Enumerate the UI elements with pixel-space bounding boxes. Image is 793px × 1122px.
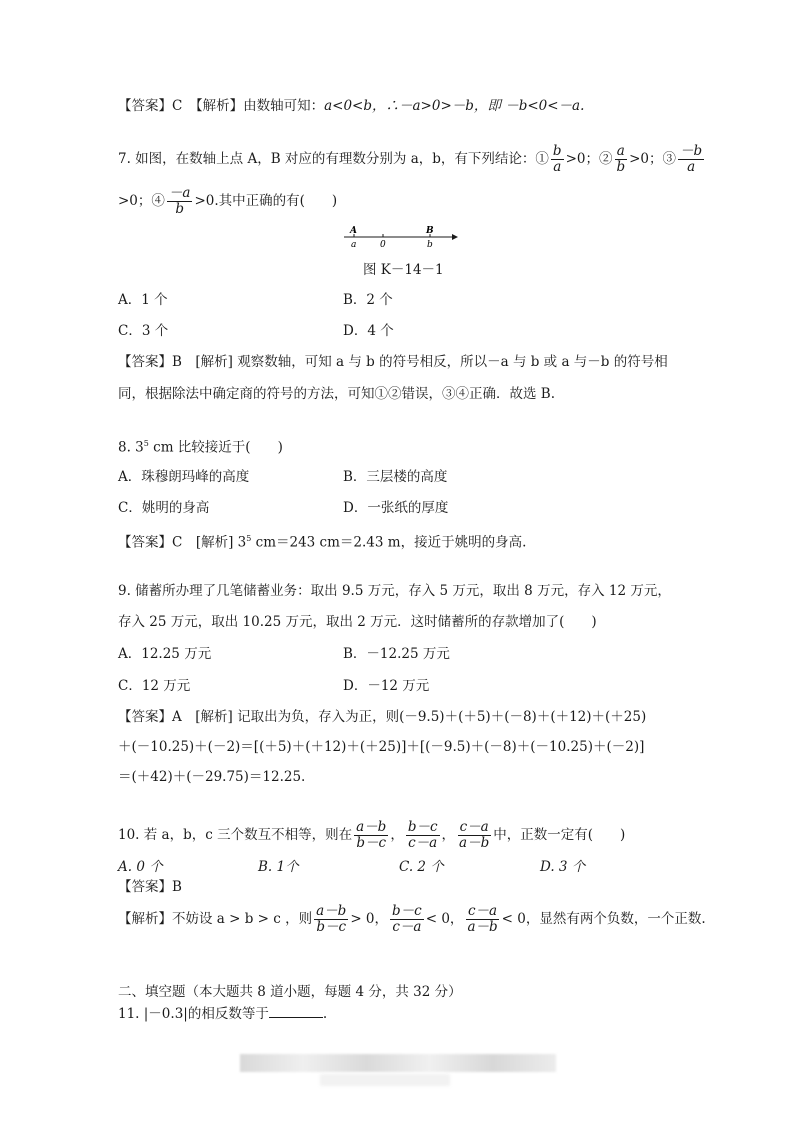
q10-answer: 【答案】B xyxy=(118,879,182,895)
frac-num: －b xyxy=(680,143,703,159)
q7-option-a: A．1 个 xyxy=(118,292,168,308)
q7-fraction-1 xyxy=(551,144,564,175)
q10-ineq-2: < 0， xyxy=(425,911,464,927)
q10-stem-post: 中，正数一定有( ) xyxy=(493,827,626,843)
q10-fraction-3 xyxy=(457,820,491,851)
q10-expl-pre: 【解析】不妨设 a > b > c ，则 xyxy=(118,911,313,927)
q8-stem xyxy=(118,434,283,458)
q8-stem-pre: 8. 3 xyxy=(118,439,144,456)
tick-label-b: b xyxy=(427,240,433,250)
frac-num: a－b xyxy=(356,819,387,835)
q8-answer-exponent: 5 xyxy=(246,534,252,543)
frac-den: a xyxy=(553,159,562,175)
q10-fraction-1 xyxy=(354,820,388,851)
q10-option-c: C. 2 个 xyxy=(399,859,444,875)
frac-num: b xyxy=(552,143,562,159)
frac-num: －a xyxy=(168,185,191,201)
q7-stem-line1 xyxy=(118,144,706,175)
q9-option-b: B．－12.25 万元 xyxy=(343,646,450,662)
answer-blank xyxy=(269,1005,323,1018)
frac-den: c－a xyxy=(408,835,438,851)
frac-num: c－a xyxy=(459,819,489,835)
q11-stem-post: . xyxy=(322,1006,328,1022)
q10-option-d: D. 3 个 xyxy=(540,859,586,875)
section-heading: 二、填空题（本大题共 8 道小题，每题 4 分，共 32 分） xyxy=(118,984,462,1000)
frac-den: b xyxy=(616,159,626,175)
q7-fraction-4 xyxy=(167,186,193,217)
q7-line2-pre: >0；④ xyxy=(118,193,165,209)
q8-answer xyxy=(118,529,526,553)
frac-den: a xyxy=(687,159,696,175)
q9-stem-line2: 存入 25 万元，取出 10.25 万元，取出 2 万元．这时储蓄所的存款增加了( ) xyxy=(118,614,597,630)
q10-fraction-2 xyxy=(406,820,440,851)
number-line-figure xyxy=(340,222,460,250)
q8-option-a: A．珠穆朗玛峰的高度 xyxy=(118,469,250,485)
blurred-footer xyxy=(240,1054,556,1072)
q7-rel-1: >0；② xyxy=(565,151,613,167)
q10-option-a: A. 0 个 xyxy=(118,859,163,875)
q7-fraction-3 xyxy=(678,144,704,175)
q7-answer-line1: 【答案】B [解析] 观察数轴，可知 a 与 b 的符号相反，所以－a 与 b 或 a 与－b 的符号相 xyxy=(118,354,668,370)
q11-stem-pre: 11. |－0.3|的相反数等于 xyxy=(118,1006,269,1022)
q11-stem xyxy=(118,1004,327,1024)
frac-den: b－c xyxy=(316,919,347,935)
q6-answer xyxy=(118,96,584,116)
q10-expl-fraction-2 xyxy=(390,904,424,935)
q7-answer-line2: 同，根据除法中确定商的符号的方法，可知①②错误，③④正确．故选 B. xyxy=(118,386,556,402)
q6-answer-label: 【答案】C 【解析】由数轴可知： xyxy=(118,98,325,114)
q10-expl-post: 显然有两个负数，一个正数. xyxy=(539,911,706,927)
q10-stem xyxy=(118,820,625,851)
q8-option-b: B．三层楼的高度 xyxy=(343,469,448,485)
frac-den: b－c xyxy=(356,835,387,851)
q9-answer-line3: ＝(＋42)＋(－29.75)＝12.25. xyxy=(118,769,306,785)
point-A-label: A xyxy=(350,226,357,236)
q8-answer-post: cm＝243 cm＝2.43 m，接近于姚明的身高. xyxy=(251,534,527,551)
q9-option-d: D．－12 万元 xyxy=(343,678,430,694)
q9-answer-line2: ＋(－10.25)＋(－2)＝[(＋5)＋(＋12)＋(＋25)]＋[(－9.5)＋(－8)＋(－10.25)＋(－2)] xyxy=(118,739,645,755)
separator: ， xyxy=(390,827,404,843)
figure-caption: 图 K－14－1 xyxy=(363,262,444,278)
q10-expl-fraction-1 xyxy=(314,904,348,935)
q10-option-b: B. 1个 xyxy=(258,859,299,875)
separator: ， xyxy=(441,827,456,843)
frac-den: a－b xyxy=(459,835,490,851)
tick-label-0: 0 xyxy=(380,240,386,250)
q8-exponent: 5 xyxy=(143,439,149,448)
q7-rel-2: >0；③ xyxy=(629,151,677,167)
q9-option-a: A．12.25 万元 xyxy=(118,646,212,662)
q7-fraction-2 xyxy=(614,144,627,175)
q9-stem-line1: 9. 储蓄所办理了几笔储蓄业务：取出 9.5 万元，存入 5 万元，取出 8 万元，存入 12 万元， xyxy=(118,583,671,599)
q9-answer-line1: 【答案】A [解析] 记取出为负，存入为正，则(－9.5)＋(＋5)＋(－8)＋(＋12)＋(＋25) xyxy=(118,709,647,725)
frac-num: c－a xyxy=(467,903,498,919)
frac-den: a－b xyxy=(467,919,498,935)
frac-den: c－a xyxy=(392,919,422,935)
q7-line2-post: >0.其中正确的有( ) xyxy=(194,193,338,209)
frac-num: a xyxy=(616,143,625,159)
q7-option-d: D．4 个 xyxy=(343,323,394,339)
frac-num: b－c xyxy=(392,903,422,919)
frac-num: a－b xyxy=(316,903,347,919)
q10-ineq-3: < 0， xyxy=(501,911,540,927)
q7-option-b: B．2 个 xyxy=(343,292,393,308)
q8-answer-pre: 【答案】C [解析] 3 xyxy=(118,534,247,551)
q8-stem-post: cm 比较接近于( ) xyxy=(148,439,283,456)
tick-label-a: a xyxy=(351,240,357,250)
frac-num: b－c xyxy=(407,819,438,835)
q7-stem-text: 7. 如图，在数轴上点 A，B 对应的有理数分别为 a，b，有下列结论：① xyxy=(118,151,549,167)
q10-stem-pre: 10. 若 a，b，c 三个数互不相等，则在 xyxy=(118,827,353,843)
q7-stem-line2 xyxy=(118,186,337,217)
point-B-label: B xyxy=(426,226,434,236)
number-line-arrow xyxy=(452,234,458,240)
q10-expl-fraction-3 xyxy=(465,904,499,935)
q8-option-d: D．一张纸的厚度 xyxy=(343,500,449,516)
q6-answer-math: a<0<b，∴－a>0>－b，即 －b<0<－a. xyxy=(324,98,585,114)
frac-den: b xyxy=(175,201,185,217)
q10-explanation xyxy=(118,904,706,935)
q10-ineq-1: > 0， xyxy=(350,911,389,927)
q9-option-c: C．12 万元 xyxy=(118,678,191,694)
blurred-footer-2 xyxy=(320,1074,450,1086)
q8-option-c: C．姚明的身高 xyxy=(118,500,210,516)
q7-option-c: C．3 个 xyxy=(118,323,169,339)
